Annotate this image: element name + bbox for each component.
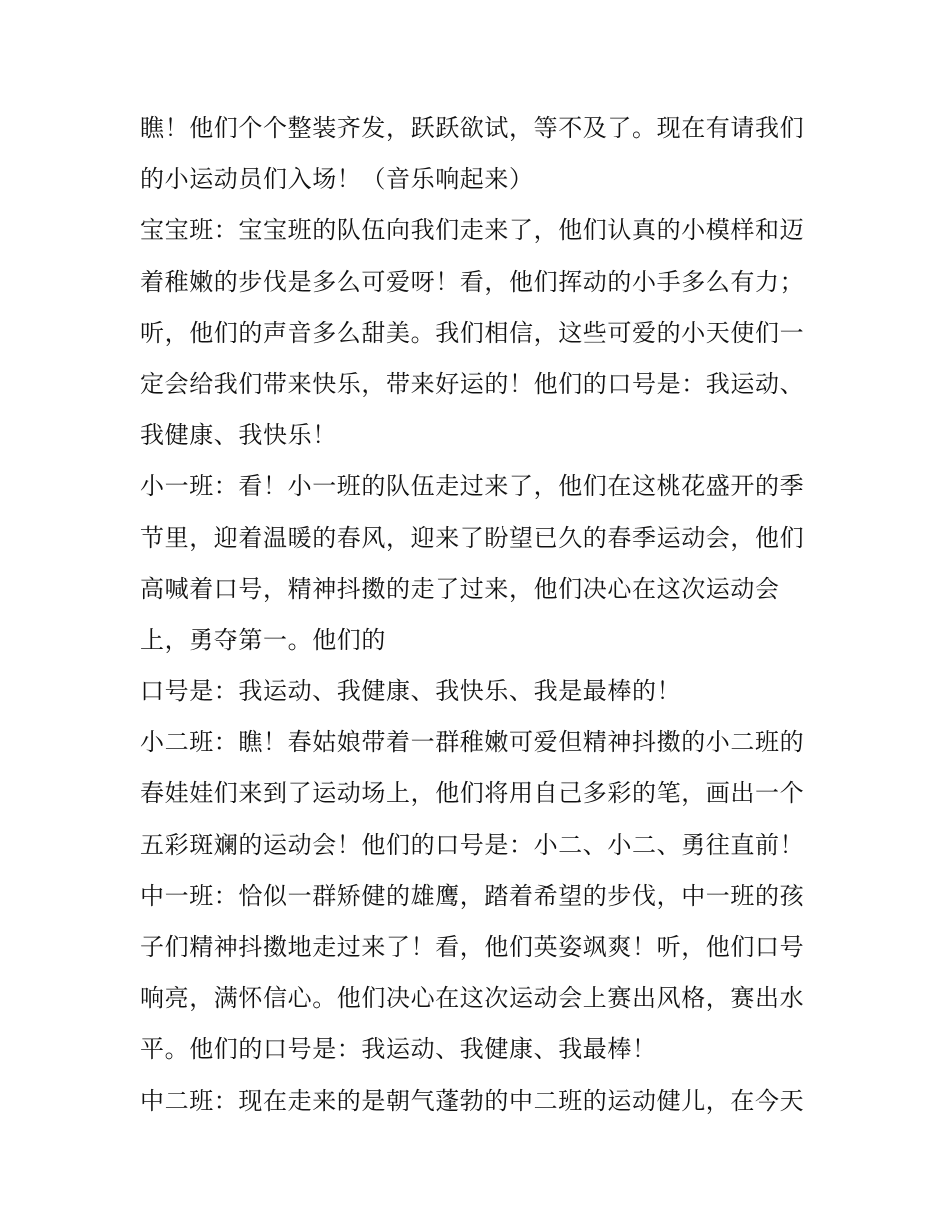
text-line: 子们精神抖擞地走过来了！看，他们英姿飒爽！听，他们口号 [140, 933, 805, 961]
text-line: 小二班：瞧！春姑娘带着一群稚嫩可爱但精神抖擞的小二班的 [140, 728, 805, 757]
text-line: 听，他们的声音多么甜美。我们相信，这些可爱的小天使们一 [140, 318, 805, 347]
text-line: 中一班：恰似一群矫健的雄鹰，踏着希望的步伐，中一班的孩 [140, 881, 805, 910]
text-line: 平。他们的口号是：我运动、我健康、我最棒！ [140, 1035, 657, 1064]
text-line: 高喊着口号，精神抖擞的走了过来，他们决心在这次运动会 [140, 574, 780, 603]
text-line: 小一班：看！小一班的队伍走过来了，他们在这桃花盛开的季 [140, 472, 805, 501]
text-line: 春娃娃们来到了运动场上，他们将用自己多彩的笔，画出一个 [140, 779, 805, 808]
document-text-body [140, 103, 820, 1127]
text-line: 节里，迎着温暖的春风，迎来了盼望已久的春季运动会，他们 [140, 523, 805, 552]
text-line: 响亮，满怀信心。他们决心在这次运动会上赛出风格，赛出水 [140, 984, 805, 1013]
text-line: 定会给我们带来快乐，带来好运的！他们的口号是：我运动、 [140, 369, 805, 398]
text-line: 五彩斑斓的运动会！他们的口号是：小二、小二、勇往直前！ [140, 830, 805, 859]
text-line: 宝宝班：宝宝班的队伍向我们走来了，他们认真的小模样和迈 [140, 216, 805, 245]
text-line: 瞧！他们个个整装齐发，跃跃欲试，等不及了。现在有请我们 [140, 114, 805, 142]
text-line: 着稚嫩的步伐是多么可爱呀！看，他们挥动的小手多么有力； [140, 267, 805, 296]
text-line: 我健康、我快乐！ [140, 421, 337, 450]
text-line: 上，勇夺第一。他们的 [140, 625, 386, 654]
text-line: 中二班：现在走来的是朝气蓬勃的中二班的运动健儿，在今天 [140, 1086, 805, 1115]
text-line: 的小运动员们入场！（音乐响起来） [140, 165, 534, 194]
text-line: 口号是：我运动、我健康、我快乐、我是最棒的！ [140, 677, 682, 706]
